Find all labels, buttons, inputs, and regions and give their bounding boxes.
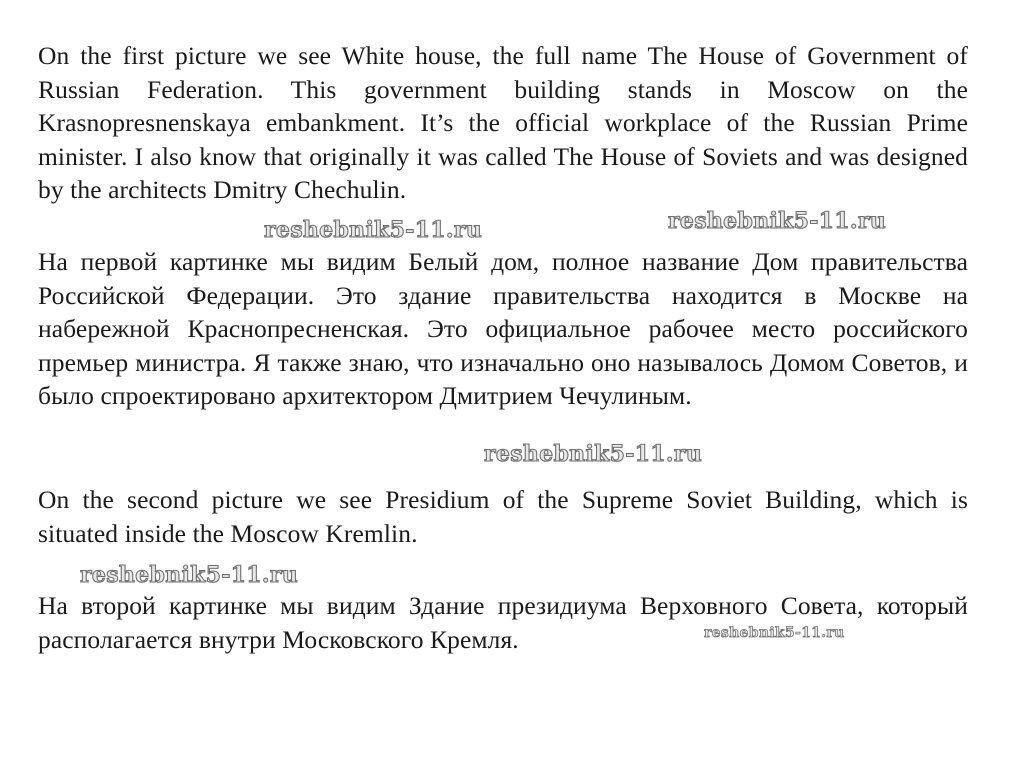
watermark-text: reshebnik5-11.ru [484, 441, 703, 467]
paragraph-presidium-en: On the second picture we see Presidium of the Supreme Soviet Building, which is situated inside the Moscow Kremlin. [38, 485, 968, 548]
paragraph-white-house-en: On the first picture we see White house, the full name The House of Government of Russian Federation. This government building stands in Moscow on the Krasnopresnenskaya embankment. It’s the official workplace of the Russian Prime minister. I also know that originally it was called The House of Soviets and was designed by the architects Dmitry Chechulin. [38, 41, 968, 205]
paragraph-presidium-ru: На второй картинке мы видим Здание президиума Верховного Совета, который располагается внутри Московского Кремля. [38, 591, 968, 654]
watermark-text: reshebnik5-11.ru [704, 625, 845, 641]
watermark-text: reshebnik5-11.ru [264, 217, 483, 243]
paragraph-white-house-ru: На первой картинке мы видим Белый дом, полное название Дом правительства Российской Федерации. Это здание правительства находится в Москве на набережной Краснопресненская. Это официальное рабочее место российского премьер министра. Я также знаю, что изначально оно называлось Домом Советов, и было спроектировано архитектором Дмитрием Чечулиным. [38, 247, 968, 411]
watermark-text: reshebnik5-11.ru [80, 562, 299, 588]
watermark-text: reshebnik5-11.ru [668, 208, 887, 234]
